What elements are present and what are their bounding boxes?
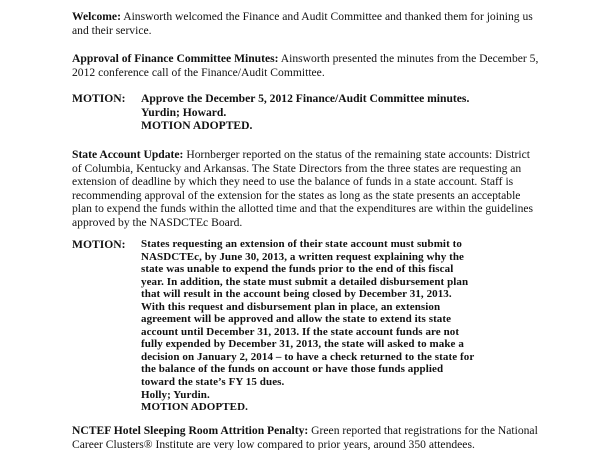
motion-line: Holly; Yurdin. <box>141 388 210 401</box>
motion-line: fully expended by December 31, 2013, the state will asked to make a <box>141 338 464 351</box>
motion-line: state was unable to expend the funds prior to the end of this fiscal <box>141 263 454 276</box>
nctef-heading: NCTEF Hotel Sleeping Room Attrition Penalty: <box>72 424 309 437</box>
state-account-paragraph <box>72 148 542 230</box>
welcome-heading: Welcome: <box>72 10 121 23</box>
welcome-paragraph <box>72 10 542 37</box>
state-account-text: Hornberger reported on the status of the remaining state accounts: District of Columbia, Kentucky and Arkansas. The State Directors from the three states are requesting an extension of deadline by which they need to use the balance of funds in a state account. Staff is recommending approval of the extension for the states as long as the state presents an acceptable plan to expend the funds within the allotted time and that the expenditures are within the guidelines approved by the NASDCTEc Board. <box>72 148 534 229</box>
motion-line: MOTION ADOPTED. <box>141 401 248 414</box>
state-account-heading: State Account Update: <box>72 148 184 161</box>
nctef-paragraph <box>72 424 542 450</box>
motion-line: With this request and disbursement plan in place, an extension <box>141 300 441 313</box>
motion-body <box>141 238 561 414</box>
motion-line: Approve the December 5, 2012 Finance/Audit Committee minutes. <box>141 92 470 105</box>
motion-body <box>141 92 561 133</box>
motion-line: Yurdin; Howard. <box>141 105 227 119</box>
nctef-text: Green reported that registrations for the National Career Clusters® Institute are very low compared to prior years, around 350 attendees. <box>72 424 538 450</box>
motion-line: the balance of the funds on account or have those funds applied <box>141 363 444 376</box>
motion-line: States requesting an extension of their state account must submit to <box>141 238 462 250</box>
motion-line: MOTION ADOPTED. <box>141 119 253 133</box>
motion-line: NASDCTEc, by June 30, 2013, a written request explaining why the <box>141 250 465 263</box>
motion-line: toward the state’s FY 15 dues. <box>141 376 285 389</box>
motion-line: agreement will be approved and allow the state to extend its state <box>141 313 452 326</box>
approval-text: Ainsworth presented the minutes from the December 5, 2012 conference call of the Finance/Audit Committee. <box>72 52 539 79</box>
motion-line: year. In addition, the state must submit a detailed disbursement plan <box>141 275 469 288</box>
motion-label: MOTION: <box>72 238 126 251</box>
motion-line: account until December 31, 2013. If the state account funds are not <box>141 325 460 338</box>
approval-heading: Approval of Finance Committee Minutes: <box>72 52 279 65</box>
motion-line: decision on January 2, 2014 – to have a check returned to the state for <box>141 350 475 363</box>
approval-paragraph <box>72 52 542 79</box>
motion-label: MOTION: <box>72 92 126 105</box>
motion-line: that will result in the account being closed by December 31, 2013. <box>141 288 452 301</box>
welcome-text: Ainsworth welcomed the Finance and Audit Committee and thanked them for joining us and their service. <box>72 10 533 37</box>
